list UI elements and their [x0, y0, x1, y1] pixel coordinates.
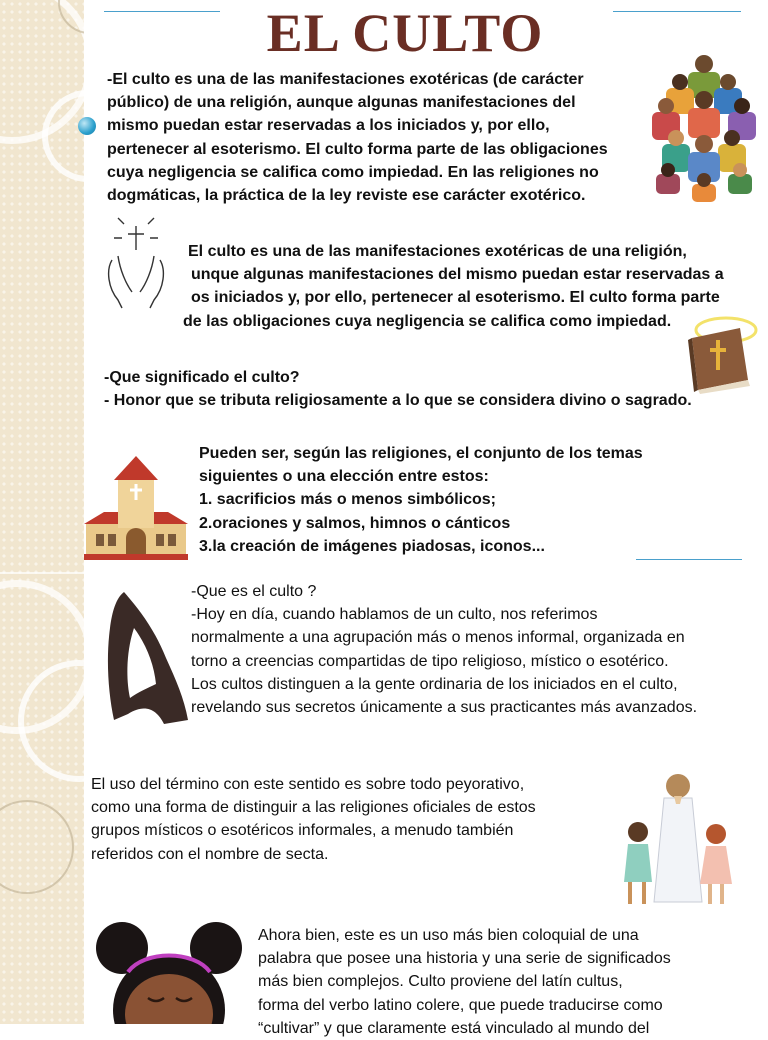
church-icon: [84, 454, 188, 562]
text-line: como una forma de distinguir a las religiones oficiales de estos: [91, 799, 536, 817]
text-line: normalmente a una agrupación más o menos informal, organizada en: [191, 629, 685, 647]
list-item: 1. sacrificios más o menos simbólicos;: [199, 491, 496, 509]
text-line: os iniciados y, por ello, pertenecer al esoterismo. El culto forma parte: [191, 289, 720, 307]
text-line: pertenecer al esoterismo. El culto forma parte de las obligaciones: [107, 140, 608, 158]
text-line: Los cultos distinguen a la gente ordinaria de los iniciados en el culto,: [191, 675, 678, 693]
text-line: de las obligaciones cuya negligencia se califica como impiedad.: [183, 312, 672, 330]
holy-bible-icon: [682, 310, 762, 394]
question-text: -Que es el culto ?: [191, 583, 317, 600]
question-text: -Que significado el culto?: [104, 369, 300, 386]
girl-portrait-illustration: [94, 914, 244, 1024]
text-line: -El culto es una de las manifestaciones exotéricas (de carácter: [107, 71, 584, 88]
text-line: referidos con el nombre de secta.: [91, 845, 329, 863]
text-line: siguientes o una elección entre estos:: [199, 468, 489, 486]
jesus-with-children-illustration: [618, 770, 734, 910]
praying-crowd-illustration: [648, 52, 760, 204]
paragraph-uso-termino: [91, 773, 536, 866]
paragraph-origen-culto: [258, 924, 671, 1040]
text-line: revelando sus secretos únicamente a sus practicantes más avanzados.: [191, 699, 698, 717]
praying-hands-cross-icon: [84, 208, 188, 314]
text-line: dogmáticas, la práctica de la ley reviste ese carácter exotérico.: [107, 187, 586, 205]
text-line: -Hoy en día, cuando hablamos de un culto, nos referimos: [191, 606, 598, 624]
list-item: 2.oraciones y salmos, himnos o cánticos: [199, 514, 511, 532]
accent-rule-top-left: [104, 11, 220, 12]
decorative-sidebar: [0, 0, 84, 1024]
text-line: Pueden ser, según las religiones, el conjunto de los temas: [199, 445, 643, 462]
text-line: unque algunas manifestaciones del mismo puedan estar reservadas a: [191, 266, 724, 284]
text-line: palabra que posee una historia y una serie de significados: [258, 950, 671, 968]
text-line: mismo puedan estar reservadas a los iniciados y, por ello,: [107, 117, 550, 135]
text-line: cuya negligencia se califica como impiedad. En las religiones no: [107, 163, 599, 181]
text-line: grupos místicos o esotéricos informales, a menudo también: [91, 822, 514, 840]
paragraph-definition-repeat: [183, 240, 724, 333]
text-line: torno a creencias compartidas de tipo religioso, místico o esotérico.: [191, 652, 669, 670]
text-line: forma del verbo latino colere, que puede traducirse como: [258, 996, 663, 1014]
praying-silhouette-icon: [104, 588, 192, 726]
paragraph-que-es-culto: [191, 580, 697, 719]
list-temas: [199, 442, 643, 558]
text-line: más bien complejos. Culto proviene del latín cultus,: [258, 973, 623, 991]
accent-rule-top-right: [613, 11, 741, 12]
bullet-orb-icon: [78, 117, 96, 135]
answer-text: - Honor que se tributa religiosamente a lo que se considera divino o sagrado.: [104, 392, 692, 410]
page-title: EL CULTO: [266, 3, 544, 63]
text-line: público) de una religión, aunque algunas manifestaciones del: [107, 94, 576, 112]
accent-rule-mid-right: [636, 559, 742, 560]
text-line: Ahora bien, este es un uso más bien coloquial de una: [258, 927, 639, 944]
text-line: El uso del término con este sentido es sobre todo peyorativo,: [91, 776, 525, 793]
list-item: 3.la creación de imágenes piadosas, iconos...: [199, 537, 545, 555]
text-line: El culto es una de las manifestaciones exotéricas de una religión,: [188, 243, 687, 260]
paragraph-definition: [107, 68, 608, 207]
text-line: “cultivar” y que claramente está vinculado al mundo del: [258, 1019, 650, 1037]
question-significado: [104, 366, 692, 412]
